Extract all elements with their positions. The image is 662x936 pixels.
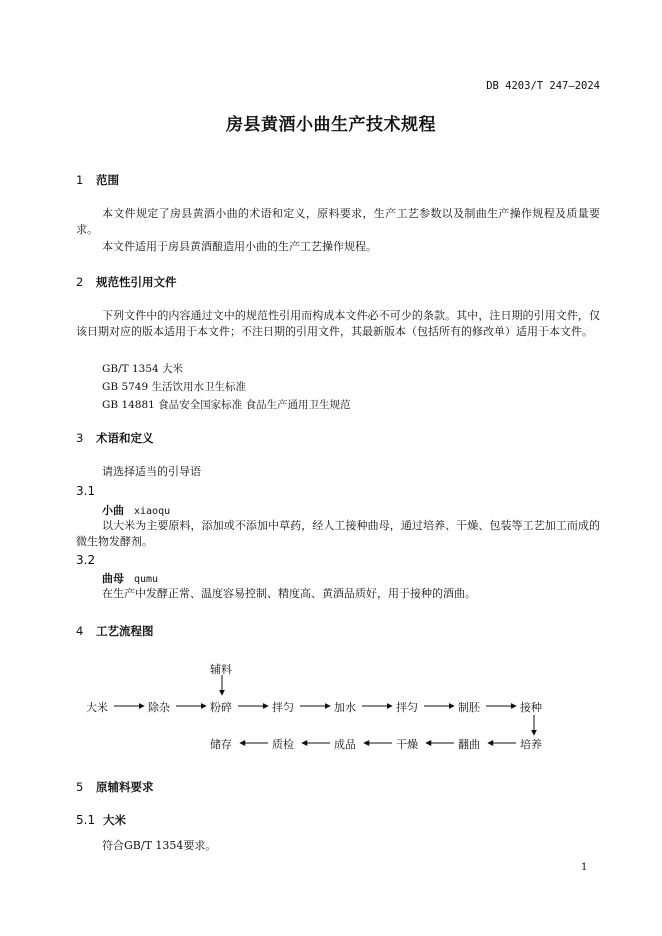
term-english: xiaoqu <box>134 506 171 517</box>
section-3-heading <box>76 430 154 446</box>
section-number: 1 <box>76 173 84 187</box>
flow-node: 拌匀 <box>396 701 418 714</box>
section-2-heading <box>76 274 177 290</box>
section-1-heading <box>76 172 119 188</box>
page-number: 1 <box>581 862 588 873</box>
section-title: 范围 <box>96 173 119 187</box>
page-title: 房县黄酒小曲生产技术规程 <box>226 115 436 135</box>
flow-node: 培养 <box>520 738 542 751</box>
section-title: 术语和定义 <box>96 431 154 445</box>
term-number: 3.2 <box>76 553 96 567</box>
section-3-intro: 请选择适当的引导语 <box>102 465 201 478</box>
flow-node: 接种 <box>520 701 542 714</box>
flow-node: 加水 <box>334 701 356 714</box>
section-number: 5 <box>76 780 84 794</box>
term-3-1-number <box>76 484 103 498</box>
reference-item: GB 14881 食品安全国家标准 食品生产通用卫生规范 <box>102 399 351 411</box>
flow-node: 粉碎 <box>210 701 232 714</box>
section-1-paragraph-1: 本文件规定了房县黄酒小曲的术语和定义，原料要求，生产工艺参数以及制曲生产操作规程及质量要求。 <box>76 207 600 236</box>
section-title: 原辅料要求 <box>96 780 154 794</box>
flow-node-aux: 辅料 <box>210 663 232 676</box>
doc-code: DB 4203/T 247—2024 <box>486 80 600 92</box>
section-title: 规范性引用文件 <box>96 275 177 289</box>
section-number: 3 <box>76 431 84 445</box>
term-3-2 <box>102 570 158 586</box>
term-3-1 <box>102 502 170 518</box>
flow-node: 干燥 <box>396 738 418 751</box>
section-1-paragraph-2: 本文件适用于房县黄酒酿造用小曲的生产工艺操作规程。 <box>102 240 377 253</box>
section-5-1-text: 符合GB/T 1354要求。 <box>102 839 217 852</box>
reference-item: GB 5749 生活饮用水卫生标准 <box>102 381 247 393</box>
section-number: 2 <box>76 275 84 289</box>
subsection-title: 大米 <box>103 813 126 827</box>
flow-node: 制胚 <box>458 701 480 714</box>
section-4-heading <box>76 623 154 639</box>
flow-node: 质检 <box>272 738 294 751</box>
section-5-1-heading <box>76 812 126 828</box>
process-flow-diagram <box>0 655 662 765</box>
term-chinese: 曲母 <box>102 572 124 585</box>
term-3-1-definition: 以大米为主要原料，添加或不添加中草药，经人工接种曲母，通过培养、干燥、包装等工艺加工而成的微生物发酵剂。 <box>76 519 600 548</box>
section-title: 工艺流程图 <box>96 624 154 638</box>
term-chinese: 小曲 <box>102 504 124 517</box>
flow-node: 除杂 <box>148 701 170 714</box>
section-2-paragraph-1: 下列文件中的内容通过文中的规范性引用而构成本文件必不可少的条款。其中，注日期的引用文件，仅该日期对应的版本适用于本文件；不注日期的引用文件，其最新版本（包括所有的修改单）适用于本文件。 <box>76 309 600 338</box>
flow-node: 翻曲 <box>458 738 480 751</box>
term-number: 3.1 <box>76 484 96 498</box>
flow-node: 成品 <box>334 738 356 751</box>
section-5-heading <box>76 779 154 795</box>
term-3-2-number <box>76 553 103 567</box>
term-english: qumu <box>134 574 159 585</box>
term-3-2-definition: 在生产中发酵正常、温度容易控制、精度高、黄酒品质好，用于接种的酒曲。 <box>102 587 476 600</box>
reference-item: GB/T 1354 大米 <box>102 363 184 375</box>
subsection-number: 5.1 <box>76 813 96 827</box>
section-number: 4 <box>76 624 84 638</box>
flow-node: 拌匀 <box>272 701 294 714</box>
flow-node: 大米 <box>86 701 108 714</box>
flow-node: 储存 <box>210 738 232 751</box>
